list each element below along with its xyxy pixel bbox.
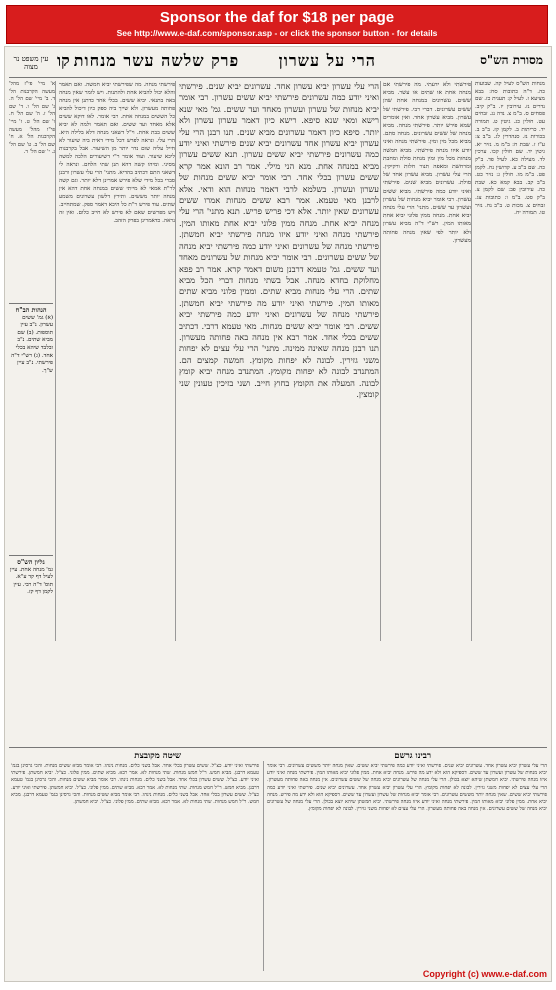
rashi-column bbox=[383, 81, 471, 641]
sponsor-subtitle[interactable]: See http://www.e-daf.com/sponsor.asp - or click the sponsor button - for details bbox=[116, 28, 438, 38]
sponsor-banner[interactable] bbox=[6, 5, 548, 44]
shita-mekubetzet-title: שיטה מקובצת bbox=[134, 751, 181, 761]
sponsor-title[interactable]: Sponsor the daf for $18 per page bbox=[159, 9, 395, 26]
folio-number: קו bbox=[57, 51, 70, 70]
talmud-page bbox=[4, 46, 552, 982]
rabbeinu-gershom-title: רבינו גרשם bbox=[394, 751, 431, 761]
bottom-rule bbox=[9, 747, 547, 748]
hagahot-title: הגהות הב"ח bbox=[15, 307, 47, 314]
gilyon-box bbox=[9, 559, 53, 759]
rashi-text: פירשתי ולא ידעתי. מה פירשתי אם מנחה אחת או שתים או עשר. מביא ששים. עשרונים במנחה אחת שהן ששים עשרונים. דברי רבי. פירשתי של עשרון. מביא עשרון אחד. ואין אומרים שמא פירש יותר. פירשתי מנחה. מביא מנחה של ששים עשרונים. מנחה סתם. מביא מכל מין ומין. פירשתי מנחה ואיני יודע איזו מנחה פירשתי. מביא חמשה מנחות מכל מין ומין מנחת סולת ומחבת ומרחשת ומאפה תנור חלות ורקיקין. הרי עלי עשרון. מביא עשרון אחד של סולת. עשרונים מביא שנים. פירשתי ואיני יודע כמה פירשתי. מביא ששים עשרון. רבי אומר יביא מנחות של עשרון ועשרון עד ששים. מתני' הרי עלי מנחה יביא אחת. מנחה ממין פלוני יביא אחת מאותו המין. רש"י ד"ה מביא עשרון ולא יותר לפי שאין מנחה פחותה מעשרון. bbox=[383, 82, 471, 244]
column-divider bbox=[471, 81, 472, 641]
box-rule bbox=[9, 555, 53, 556]
header-rule bbox=[9, 77, 547, 78]
ein-mishpat-text: א' מיי' פי"ז מהל' מעשה הקרבנות הל' ד. ב' מיי' שם הל' ה. ג' שם הל' ו. ד' שם הל' ז. ה' שם הל' ח. ו' שם הל' ט. ז' מיי' פי"ו מהל' מעשה הקרבנות הל' א. ח' שם הל' ב. ט' שם הל' ג. י' שם הל' ד. bbox=[9, 81, 55, 156]
column-divider bbox=[380, 81, 381, 641]
gemara-text: הרי עלי עשרון יביא עשרון אחד. עשרונים יביא שנים. פירשתי ואיני יודע כמה עשרונים פירשתי יביא ששים עשרון. רבי אומר יביא מנחות של עשרון ועשרון מאחד ועד ששים. גמ' מאי שנא רישא ומאי שנא סיפא. רישא כיון דאמר עשרון עשרון ולא יותר. סיפא כיון דאמר עשרונים מביא שנים. תנו רבנן הרי עלי עשרון יביא עשרון אחד עשרונים יביא שנים פירשתי ואיני יודע כמה עשרונים פירשתי יביא ששים עשרון. תנא ששים עשרון מביא במנחה אחת. מנא הני מילי. אמר רב הונא אמר קרא ששים עשרון בכלי אחד. רבי אומר יביא ששים מנחות של עשרון ועשרון. בשלמא לרבי דאמר מנחות הוא ודאי. אלא לרבנן מאי טעמא. אמר רבא ששים מנחות אמרו ששים עשרונים שאין יותר. אלא דכי פריש פריש. תנא מתני' הרי עלי מנחה יביא אחת. מנחה ממין פלוני יביא אחת מאותו המין. פירשתי מנחה ואיני יודע איזו מנחה פירשתי יביא חמשתן. פירשתי מנחה של עשרונים ואיני יודע כמה פירשתי יביא מנחה של ששים עשרונים. רבי אומר יביא מנחות של עשרונים מאחד ועד ששים. גמ' טעמא דרבנן משום דאמר קרא. אמר רב פפא מחלוקת בחדא מנחה. אבל בשתי מנחות דברי הכל מביא שתים. הרי עלי מנחות מביא שתים. וממין פלוני מביא שתים מאותו המין. פירשתי ואיני יודע מה פירשתי יביא חמשתן. פירשתי מנחה של עשרונים ואיני יודע כמה פירשתי יביא ששים. רבי אומר יביא ששים מנחות. מאי טעמא דרבי. דכתיב ששים בכלי אחד. אמר רבא אין מנחה באה פחותה מעשרון. תנו רבנן מנחה שאינה ממינה. מתני' הרי עלי עצים לא יפחות משני גזירין. לבונה לא יפחות מקומץ. חמשה קמצים הם. המתנדב לבונה לא יפחות מקומץ. המתנדב מנחה יביא קומץ לבונה. המעלה את הקומץ בחוץ חייב. ושני בזיכין טעונין שני קומצין. bbox=[179, 81, 379, 399]
gilyon-text: גמ' מנחה אחת. עיין לעיל דף קד ע"א. תוס' ד"ה רבי. עיין לקמן דף קז. bbox=[9, 566, 53, 596]
bottom-divider bbox=[263, 761, 264, 971]
mesorah-label: מסורת הש"ס bbox=[480, 53, 543, 67]
chapter-title: פרק שלשה עשר מנחות bbox=[73, 51, 240, 70]
tosafot-column bbox=[59, 81, 175, 741]
copyright-link[interactable]: Copyright (c) www.e-daf.com bbox=[422, 969, 547, 979]
ein-mishpat-column bbox=[9, 81, 55, 301]
box-rule bbox=[9, 303, 53, 304]
page-header bbox=[5, 51, 551, 75]
mesorah-text: מנחות הש"ס לעיל קה. שבועות כה. ד"ה כתובות סח: בבא מציעא ז. לעיל ק: תענית כז. שם נדרים נז. עירובין יז. ב"ק קיב. פסחים ס. ב"מ צ. נדה נג. זבחים עט. חולין כג. גיטין ט. תמורה יד. כריתות ב. לקמן קז. ב"ב ב. בכורות נז. סנהדרין לג. ב"ב צ: ע"ז ז. שבת ח: ב"מ מ. נזיר יא. גיטין יד. שם חולין קכו. ערכין לד. מעילה כא. לעיל פד. ב"ק כה. שם ב"ב ע. קדושין נח. לקמן פט. ב"מ מו. חולין ג: נזיר כט. ב"ב קב. בבא קמא כא. שבת כה. עירובין פב: שם לקמן צ. ב"ק סט. ב"מ ו: כתובות צג. זבחים צ. מכות ט. ב"ב נח. נזיר טו. תמורה יח. bbox=[475, 81, 545, 217]
hagahot-box bbox=[9, 307, 53, 547]
ein-mishpat-label: עין משפט נר מצוה bbox=[13, 55, 49, 71]
tractate-heading: הרי על עשרון bbox=[278, 51, 376, 70]
chapter-heading bbox=[74, 51, 376, 71]
hagahot-text: (א) גמ' ששים עשרון. נ"ב עיין תוספות. (ב) שם מביא שתים. נ"ב ובלבד שיהא בכלי אחד. (ג) רש"י ד"ה פירשתי. נ"ב עיין ש"ך. bbox=[11, 314, 53, 374]
column-divider bbox=[175, 81, 176, 641]
gilyon-title: גליון הש"ס bbox=[17, 559, 45, 566]
mesorah-column bbox=[475, 81, 545, 641]
rabbeinu-gershom-text: הרי עלי עשרון יביא עשרון אחד. עשרונים יביא שנים. פירשתי ואיני יודע כמה פירשתי יביא ששים. שאין מנחה יותר מששים עשרונים. רבי אומר יביא מנחות של עשרון ועשרון עד ששים. דספיקא הוא ולא ידע מה פירש. מנחה יביא אחת. ממין פלוני יביא מאותו המין. פירשתי מנחה ואיני יודע איזו מנחה פירשתי. יביא חמשתן שיהא יוצא בכולן. הרי עלי מנחה של עשרונים יביא מנחה של ששים עשרונים. אין מנחה באה פחותה מעשרון. הרי עלי עצים לא יפחות משני גזירין. לבונה לא יפחות מקומץ. הרי עלי עשרון יביא עשרון אחד. עשרונים יביא שנים. פירשתי ואיני יודע כמה פירשתי יביא ששים. שאין מנחה יותר מששים עשרונים. רבי אומר יביא מנחות של עשרון ועשרון עד ששים. דספיקא הוא ולא ידע מה פירש. מנחה יביא אחת. ממין פלוני יביא מאותו המין. פירשתי מנחה ואיני יודע איזו מנחה פירשתי. יביא חמשתן שיהא יוצא בכולן. הרי עלי מנחה של עשרונים יביא מנחה של ששים עשרונים. אין מנחה באה פחותה מעשרון. הרי עלי עצים לא יפחות משני גזירין. לבונה לא יפחות מקומץ. bbox=[267, 763, 547, 813]
column-divider bbox=[55, 81, 56, 641]
gemara-column bbox=[179, 81, 379, 741]
shita-mekubetzet-text: פירשתי ואיני יודע. כצ"ל. ששים עשרון בכלי אחד. אבל בשני כלים. מנחות נינהו. רבי אומר מביא ששים מנחות. והכי גרסינן בגמ' טעמא דרבנן. מביא חמש. ר"ל חמש מנחות. שתי מנחות לא. אמר רבא. מביא שתים. ממין פלוני. כצ"ל. יביא חמשתן. פירשתי ואיני יודע. כצ"ל. ששים עשרון בכלי אחד. אבל בשני כלים. מנחות נינהו. רבי אומר מביא ששים מנחות. והכי גרסינן בגמ' טעמא דרבנן. מביא חמש. ר"ל חמש מנחות. שתי מנחות לא. אמר רבא. מביא שתים. ממין פלוני. כצ"ל. יביא חמשתן. פירשתי ואיני יודע. כצ"ל. ששים עשרון בכלי אחד. אבל בשני כלים. מנחות נינהו. רבי אומר מביא ששים מנחות. והכי גרסינן בגמ' טעמא דרבנן. מביא חמש. ר"ל חמש מנחות. שתי מנחות לא. אמר רבא. מביא שתים. ממין פלוני. כצ"ל. יביא חמשתן. bbox=[11, 763, 259, 806]
tosafot-text: פירשתי מנחה. מה שפירשתי יביא חמשה. ואם תאמר והלא יכול להביא אחת ולהתנות. ויש לומר שאין מנחה באה בתנאי. יביא ששים. בכלי אחד כדתנן אין מנחה פחותה מעשרון. ולא שייך ביה ספק כיון דיכול להביא כל הששים במנחה אחת. רבי אומר. לאו דוקא ששים אלא מאחד ועד ששים. ואם תאמר ולמה לא יביא ששים בבת אחת. וי"ל דשאני מנחה דלא בלילה היא. הרי עלי. ונראה לפרש דכל מידי דאית ביה שיעור לא חייל עליה שום נדר יותר מן השיעור. אבל בקרבנות ליכא שיעור. ועוד אומר ר"י דשיעורים הלכה למשה מסיני. ומיהו קשה דהא תנן שתי הלחם. ונראה לי דשאני התם דכתיב בהדיא. מתני' הרי עלי עשרון ורבנן סברי בכל מידי שלא פירש אמרינן דלא יותר. וגם קשה לר"ת אמאי לא מייתי ששים במנחה אחת דהא אין מנחה יותר מששים. ותירץ דלשון עשרונים משמע שתים. עוד פירש ר"ת כל היכא דאמר ספק. שמתחייב. ויש מפרשים שאם לא פירש לא חייב כלום. ואין זה נראה. כדאמרינן בפרק הזהב. bbox=[59, 82, 175, 224]
